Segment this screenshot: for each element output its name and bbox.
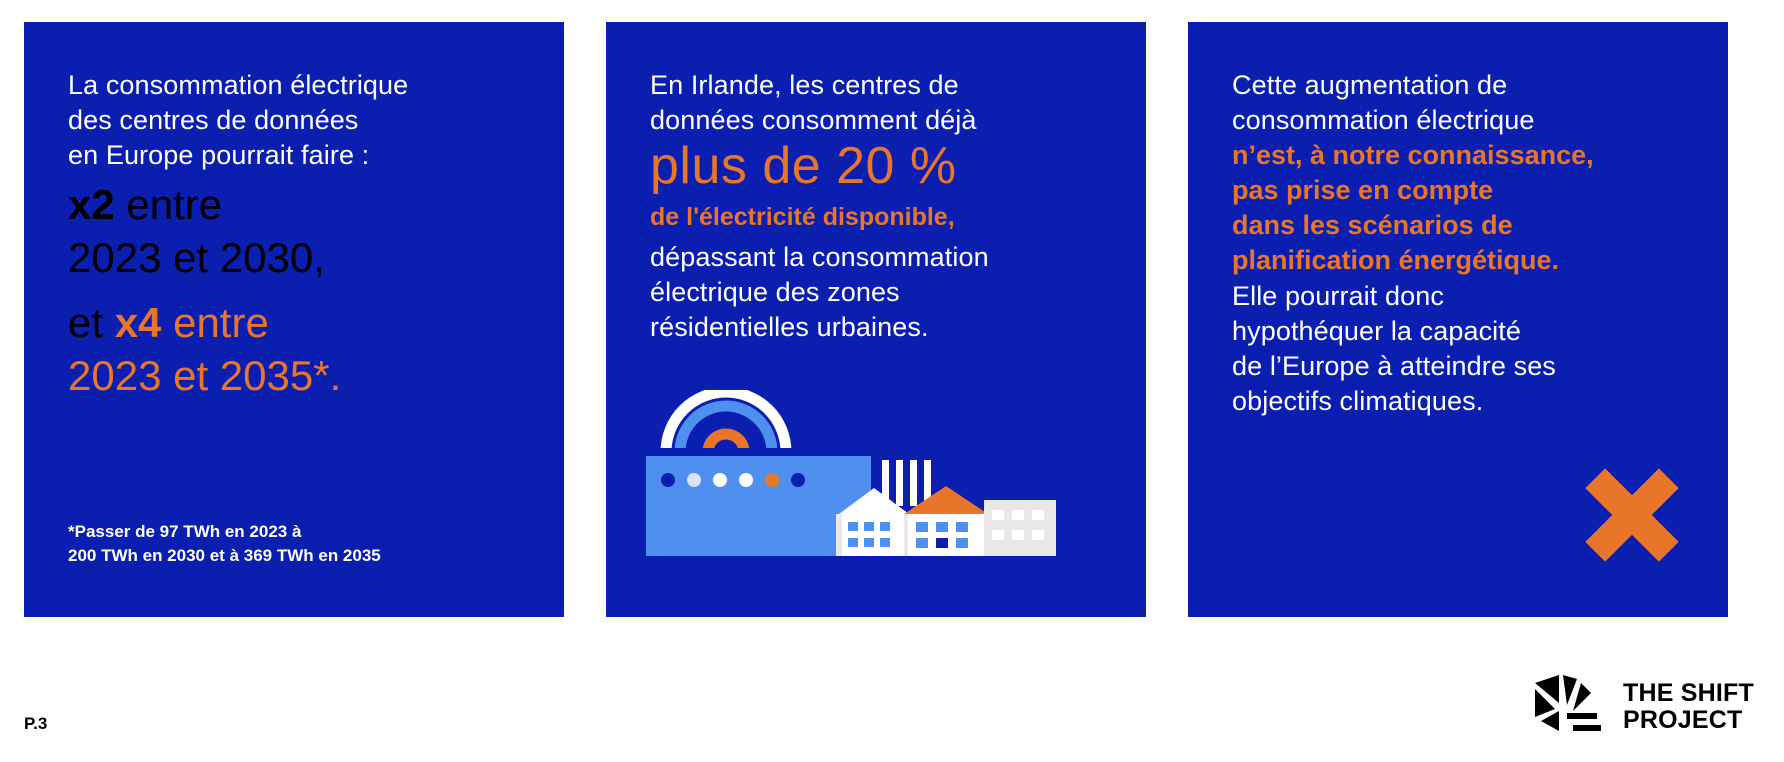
card-planning: [1188, 22, 1728, 617]
card1-highlight-2: [68, 297, 524, 350]
shift-project-logo-icon: [1533, 673, 1611, 740]
shift-project-logo-text: [1623, 680, 1754, 733]
shift-project-logo: [1533, 673, 1754, 740]
logo-line-1: THE SHIFT: [1623, 679, 1754, 708]
card3-body-line-1: Elle pourrait donc: [1232, 280, 1444, 311]
card-europe-consumption: [24, 22, 564, 617]
card3-highlight-text: [1232, 138, 1688, 278]
card1-highlight-2-prefix: et: [68, 299, 115, 347]
card1-line-2: des centres de données: [68, 105, 359, 136]
card1-intro-text: [68, 68, 524, 173]
card1-footnote-line-2: 200 TWh en 2030 et à 369 TWh en 2035: [68, 546, 381, 566]
card1-highlight-1: [68, 179, 524, 232]
card1-multiplier-x2: x2: [68, 181, 115, 229]
card3-line-1: Cette augmentation de: [1232, 70, 1508, 100]
card3-body-text: [1232, 279, 1688, 419]
card3-body-line-4: objectifs climatiques.: [1232, 385, 1484, 416]
data-center-and-houses-illustration: [646, 390, 1066, 575]
card1-footnote: [68, 520, 381, 569]
card-row: [24, 22, 1728, 617]
card-ireland: [606, 22, 1146, 617]
card1-line-3: en Europe pourrait faire :: [68, 140, 370, 171]
card1-highlight-1-rest: entre: [114, 181, 223, 229]
card1-highlight-2-line2: 2023 et 2035*.: [68, 352, 342, 399]
logo-line-2: PROJECT: [1623, 705, 1743, 734]
card3-highlight-line-1: n’est, à notre connaissance,: [1232, 140, 1594, 171]
card2-line-2: données consomment déjà: [650, 105, 977, 136]
card3-body-line-2: hypothéquer la capacité: [1232, 315, 1522, 346]
card2-body-line-2: électrique des zones: [650, 276, 900, 307]
card2-body-line-1: dépassant la consommation: [650, 241, 989, 272]
card3-line-2: consommation électrique: [1232, 105, 1535, 136]
card3-highlight-line-2: pas prise en compte: [1232, 175, 1494, 206]
card3-highlight-line-3: dans les scénarios de: [1232, 210, 1513, 241]
card2-intro-text: [650, 68, 1106, 138]
card1-multiplier-x4: x4: [114, 299, 162, 347]
card3-highlight-line-4: planification énergétique.: [1232, 245, 1560, 276]
card2-line-1: En Irlande, les centres de: [650, 70, 959, 100]
card1-line-1: La consommation électrique: [68, 70, 409, 100]
card3-intro-text: [1232, 68, 1688, 138]
page-number: P.3: [24, 714, 48, 733]
card2-headline: plus de 20 %: [650, 137, 957, 196]
card2-body-line-3: résidentielles urbaines.: [650, 312, 929, 343]
card2-subhead: de l'électricité disponible,: [650, 203, 955, 232]
card2-body-text: [650, 240, 1106, 345]
card3-body-line-3: de l’Europe à atteindre ses: [1232, 350, 1556, 381]
card1-highlight-1-line2: 2023 et 2030,: [68, 234, 325, 282]
card1-highlight-2-rest: entre: [161, 299, 269, 347]
cross-icon: [1572, 455, 1692, 575]
card1-footnote-line-1: *Passer de 97 TWh en 2023 à: [68, 521, 302, 541]
